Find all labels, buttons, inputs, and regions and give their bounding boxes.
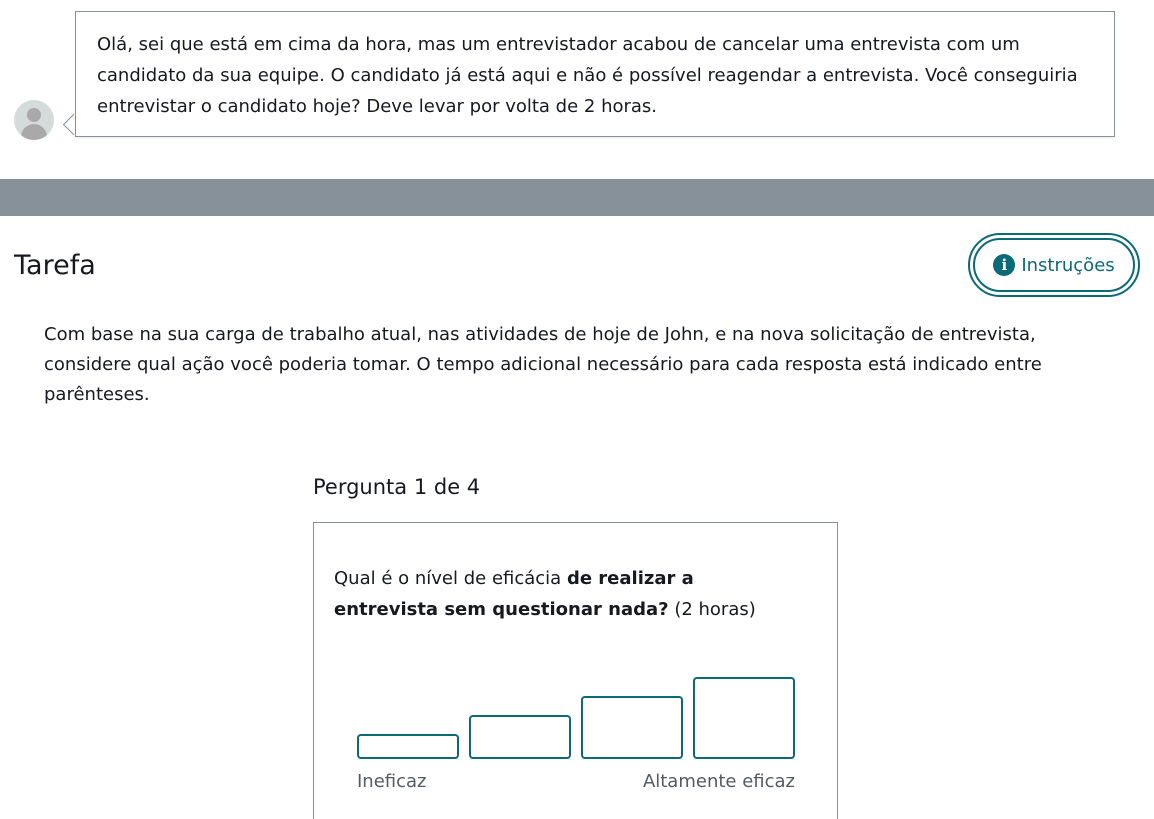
question-text-bold: de realizar a entrevista sem questionar nada? (334, 568, 694, 620)
section-divider (0, 179, 1154, 216)
instructions-label: Instruções (1021, 254, 1115, 276)
scale-low-label: Ineficaz (357, 771, 427, 792)
task-title: Tarefa (14, 250, 96, 281)
question-counter: Pergunta 1 de 4 (313, 475, 481, 499)
chat-message-bubble (75, 11, 1115, 137)
question-text (334, 563, 804, 625)
instructions-button[interactable] (968, 233, 1140, 297)
rating-option-4[interactable] (693, 677, 795, 759)
scale-high-label: Altamente eficaz (642, 771, 795, 792)
user-avatar-icon (14, 100, 54, 140)
info-icon: i (993, 254, 1015, 276)
task-description: Com base na sua carga de trabalho atual, nas atividades de hoje de John, e na nova solicitação de entrevista, considere qual ação você poderia tomar. O tempo adicional necessário para cada resposta está indicado entre parênteses. (44, 324, 1042, 405)
chat-message-text: Olá, sei que está em cima da hora, mas um entrevistador acabou de cancelar uma entrevista com um candidato da sua equipe. O candidato já está aqui e não é possível reagendar a entrevista. Você conseguiria entrevistar o candidato hoje? Deve levar por volta de 2 horas. (97, 34, 1078, 117)
question-text-prefix: Qual é o nível de eficácia (334, 568, 567, 589)
rating-option-2[interactable] (469, 715, 571, 759)
question-text-suffix: (2 horas) (668, 599, 756, 620)
rating-option-3[interactable] (581, 696, 683, 759)
question-card (313, 522, 838, 819)
rating-option-1[interactable] (357, 734, 459, 759)
